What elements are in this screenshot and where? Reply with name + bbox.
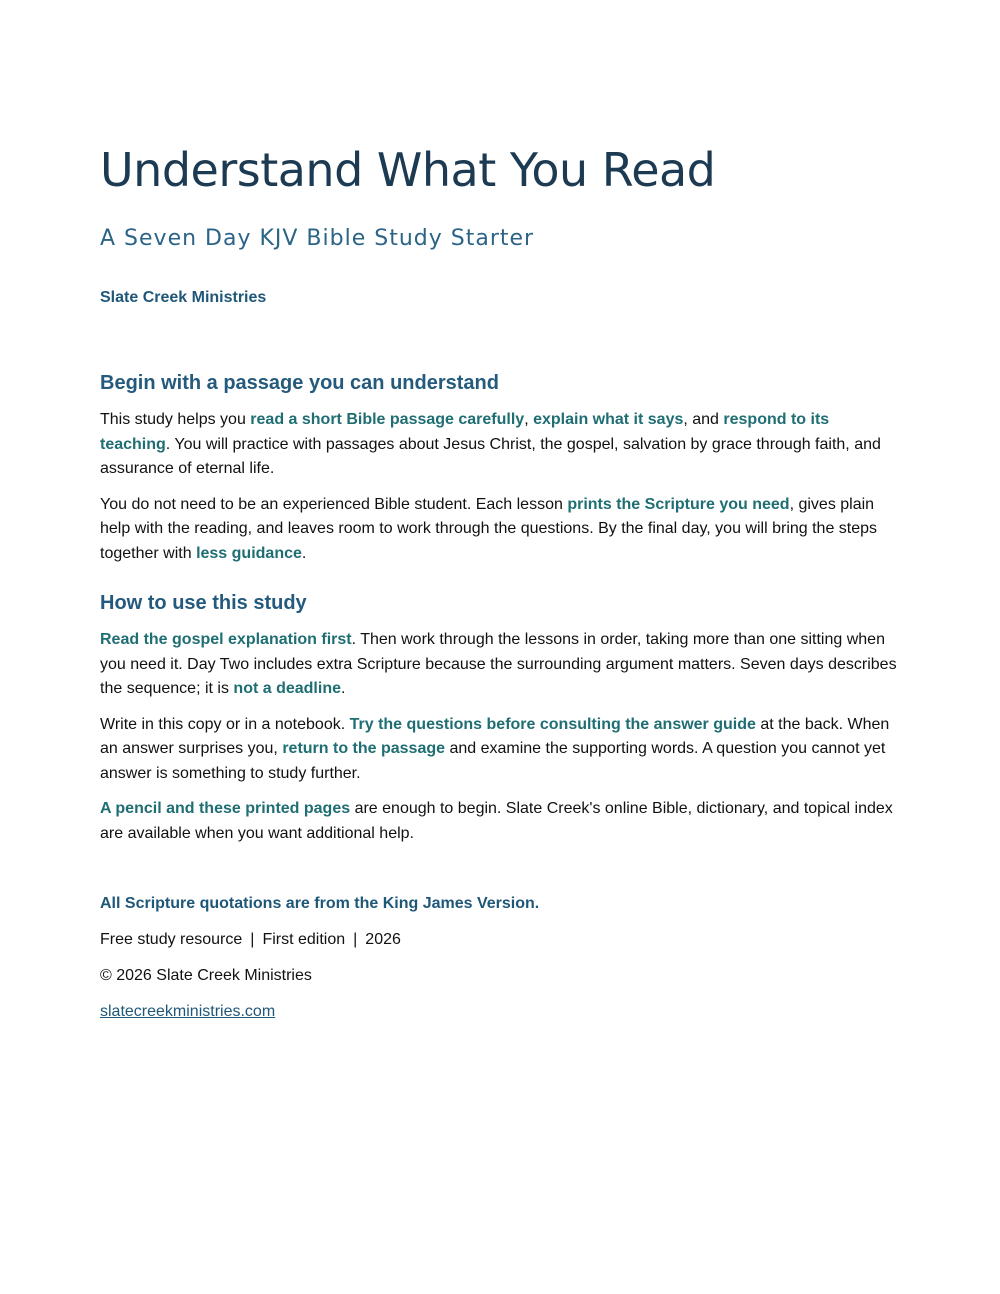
- highlight-phrase: less guidance: [196, 544, 302, 562]
- text-run: and examine the supporting words. A question you cannot yet answer is something to study further.: [100, 740, 886, 782]
- text-run: at the back. When an answer surprises you,: [100, 715, 890, 757]
- resource-type: Free study resource: [100, 931, 243, 948]
- text-run: You do not need to be an experienced Bible student. Each lesson: [100, 495, 568, 513]
- document-title: Understand What You Read: [100, 143, 716, 197]
- website-link[interactable]: slatecreekministries.com: [100, 1003, 276, 1020]
- section-begin: [100, 368, 900, 566]
- text-run: .: [301, 544, 307, 562]
- highlight-phrase: respond to its teaching: [100, 411, 830, 453]
- website-line: [100, 1000, 900, 1025]
- section-heading-begin: Begin with a passage you can understand: [100, 372, 499, 394]
- text-run: .: [341, 680, 346, 697]
- organization-name: Slate Creek Ministries: [100, 289, 267, 306]
- separator: |: [250, 931, 255, 948]
- text-run: Write in this copy or in a notebook.: [100, 715, 350, 733]
- text-run: ,: [524, 411, 534, 428]
- main-content: [100, 368, 900, 857]
- highlight-phrase: prints the Scripture you need: [567, 495, 790, 513]
- highlight-phrase: explain what it says: [533, 411, 684, 428]
- document-footer: [100, 892, 900, 1036]
- highlight-phrase: read a short Bible passage carefully: [250, 411, 525, 428]
- document-subtitle: A Seven Day KJV Bible Study Starter: [100, 226, 535, 251]
- section-heading-how-to-use: How to use this study: [100, 592, 307, 614]
- separator: |: [353, 931, 358, 948]
- edition: First edition: [262, 931, 346, 948]
- text-run: , gives plain help with the reading, and leaves room to work through the questions. By the final day, you will bring the steps together with: [100, 495, 878, 562]
- highlight-phrase: return to the passage: [282, 740, 446, 757]
- paragraph-order: [100, 628, 900, 702]
- section-how-to-use: [100, 588, 900, 846]
- edition-year: 2026: [365, 931, 401, 948]
- paragraph-experience: [100, 493, 900, 567]
- copyright-notice: © 2026 Slate Creek Ministries: [100, 967, 312, 984]
- edition-line: [100, 928, 900, 953]
- text-run: are enough to begin. Slate Creek's online Bible, dictionary, and topical index are available when you want additional help.: [100, 800, 893, 842]
- text-run: This study helps you: [100, 411, 251, 428]
- text-run: , and: [683, 411, 724, 428]
- paragraph-intro: [100, 408, 900, 482]
- highlight-phrase: Read the gospel explanation first: [100, 631, 352, 648]
- highlight-phrase: not a deadline: [233, 680, 341, 697]
- scripture-version-note: All Scripture quotations are from the King James Version.: [100, 895, 540, 912]
- text-run: . Then work through the lessons in order, taking more than one sitting when you need it. Day Two includes extra Scripture because the surrounding argument matters. Seven days describes the sequence; it is: [100, 631, 897, 697]
- paragraph-notebook: [100, 713, 900, 787]
- paragraph-materials: [100, 797, 900, 846]
- text-run: . You will practice with passages about Jesus Christ, the gospel, salvation by grace through faith, and assurance of eternal life.: [100, 435, 881, 477]
- highlight-phrase: A pencil and these printed pages: [100, 800, 351, 817]
- highlight-phrase: Try the questions before consulting the answer guide: [349, 715, 756, 733]
